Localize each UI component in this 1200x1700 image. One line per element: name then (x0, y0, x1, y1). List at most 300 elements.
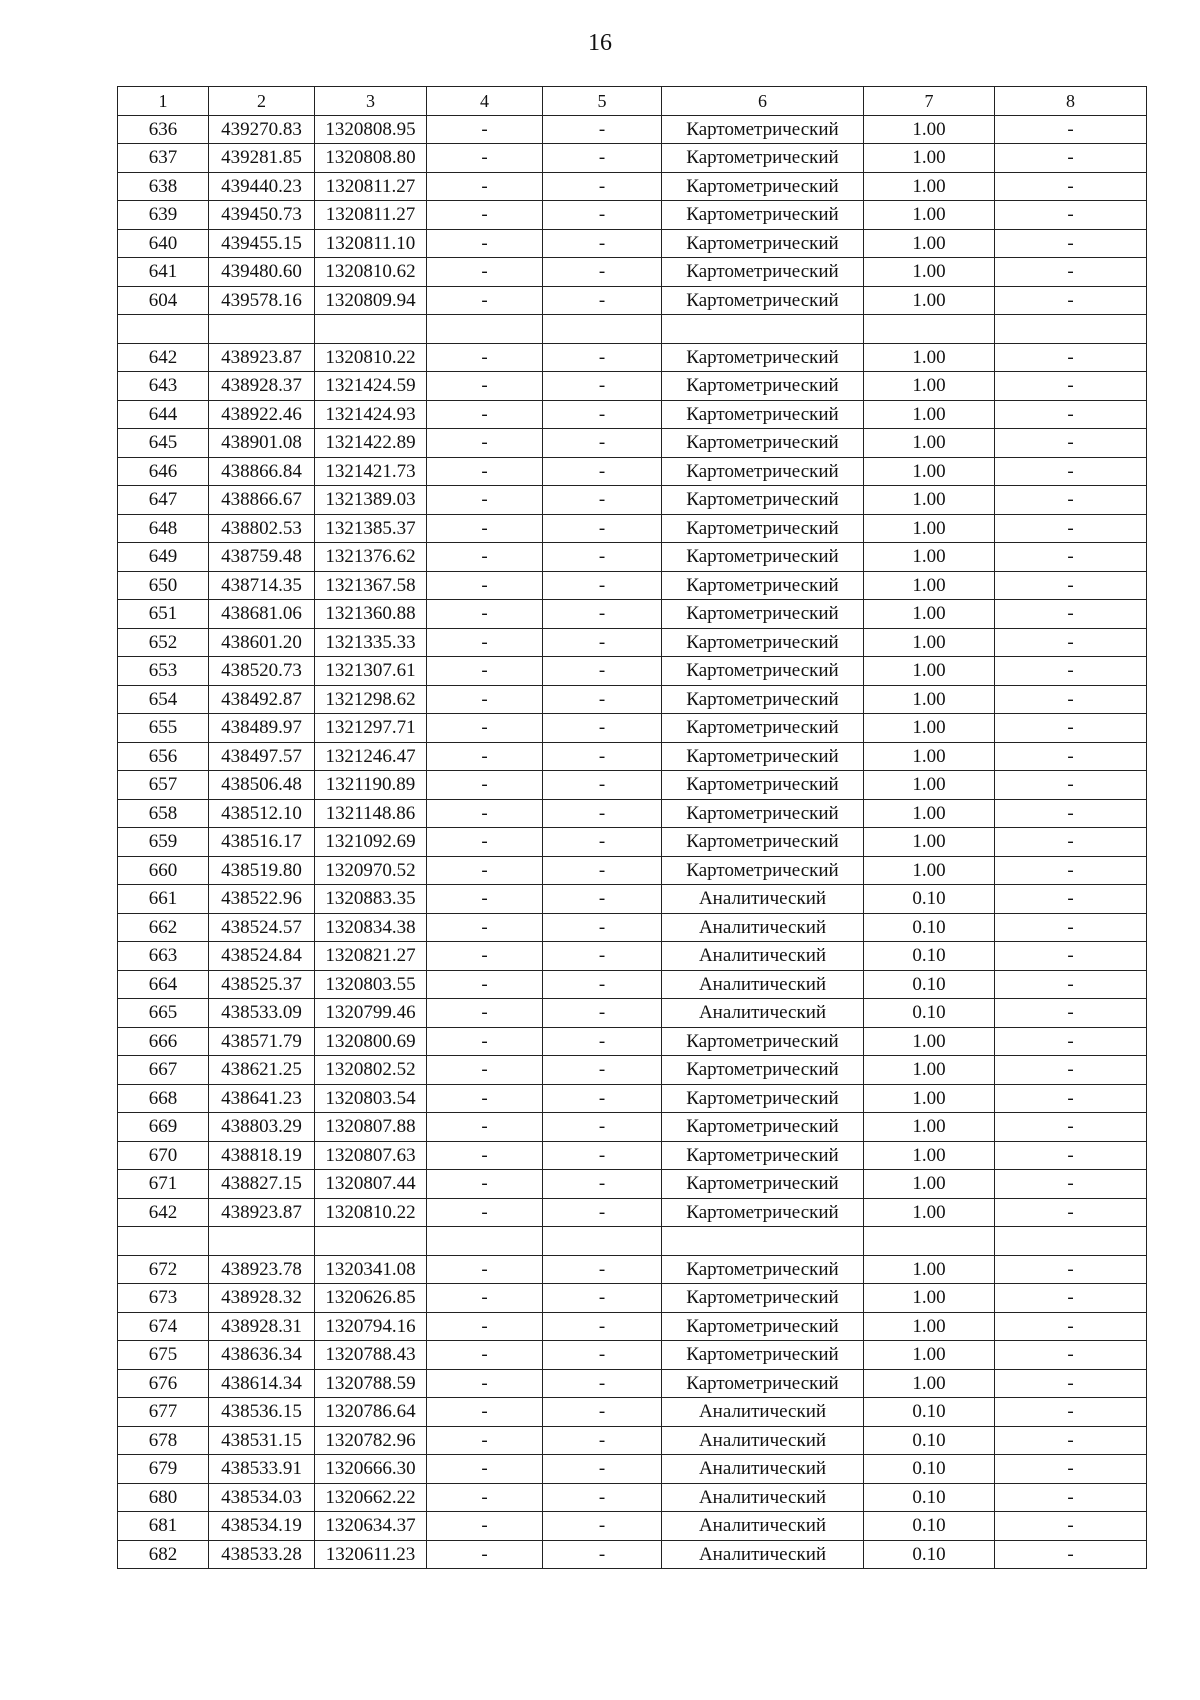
table-cell: - (427, 771, 543, 800)
table-cell: 1320799.46 (315, 999, 427, 1028)
table-cell: - (543, 1369, 662, 1398)
table-cell: Картометрический (662, 543, 864, 572)
table-cell: - (995, 1255, 1147, 1284)
table-cell: 1.00 (864, 1056, 995, 1085)
table-cell: - (995, 201, 1147, 230)
table-cell: 1321424.93 (315, 400, 427, 429)
table-cell: - (995, 828, 1147, 857)
table-cell: 1.00 (864, 685, 995, 714)
table-cell: Картометрический (662, 486, 864, 515)
table-cell: 1320810.22 (315, 1198, 427, 1227)
table-cell: - (543, 115, 662, 144)
table-cell: 439270.83 (209, 115, 315, 144)
table-cell: 439455.15 (209, 229, 315, 258)
table-cell: 1.00 (864, 286, 995, 315)
table-cell (209, 315, 315, 344)
table-cell: 645 (118, 429, 209, 458)
table-cell: - (543, 201, 662, 230)
table-cell: 438506.48 (209, 771, 315, 800)
table-cell: 1.00 (864, 201, 995, 230)
table-cell: - (543, 400, 662, 429)
table-cell: Картометрический (662, 1141, 864, 1170)
table-cell: 438533.28 (209, 1540, 315, 1569)
table-cell: Аналитический (662, 885, 864, 914)
table-cell: 1320810.22 (315, 343, 427, 372)
table-cell: 438533.09 (209, 999, 315, 1028)
table-cell: 439450.73 (209, 201, 315, 230)
table-cell: - (995, 172, 1147, 201)
table-cell: - (543, 742, 662, 771)
table-cell: Картометрический (662, 1027, 864, 1056)
table-cell: 663 (118, 942, 209, 971)
table-row (118, 999, 1147, 1028)
table-cell: 1.00 (864, 514, 995, 543)
table-cell: - (427, 828, 543, 857)
table-cell: - (995, 258, 1147, 287)
table-cell: 681 (118, 1512, 209, 1541)
table-cell: - (543, 1056, 662, 1085)
column-header: 3 (315, 87, 427, 116)
table-cell: 642 (118, 1198, 209, 1227)
table-cell: Аналитический (662, 1540, 864, 1569)
table-cell: - (995, 1540, 1147, 1569)
table-cell (995, 315, 1147, 344)
table-cell: - (427, 600, 543, 629)
table-cell: 659 (118, 828, 209, 857)
table-cell: - (543, 1341, 662, 1370)
table-row (118, 1483, 1147, 1512)
table-cell: - (427, 1398, 543, 1427)
table-cell: - (543, 172, 662, 201)
table-cell: - (995, 286, 1147, 315)
table-row (118, 457, 1147, 486)
table-cell: 1320800.69 (315, 1027, 427, 1056)
table-cell: 438534.19 (209, 1512, 315, 1541)
table-cell: - (427, 1084, 543, 1113)
table-cell: - (427, 1455, 543, 1484)
table-cell: 438601.20 (209, 628, 315, 657)
table-cell: 1321389.03 (315, 486, 427, 515)
table-cell: 1.00 (864, 486, 995, 515)
table-cell: - (427, 229, 543, 258)
table-cell: 1321421.73 (315, 457, 427, 486)
table-cell: - (995, 1141, 1147, 1170)
table-row (118, 201, 1147, 230)
table-cell: - (427, 144, 543, 173)
table-cell: 1.00 (864, 172, 995, 201)
table-row (118, 1170, 1147, 1199)
table-cell: - (427, 1284, 543, 1313)
table-cell: 1.00 (864, 771, 995, 800)
table-cell: 0.10 (864, 1540, 995, 1569)
table-cell: 1321297.71 (315, 714, 427, 743)
table-cell: 665 (118, 999, 209, 1028)
table-row (118, 1455, 1147, 1484)
table-cell: 438534.03 (209, 1483, 315, 1512)
table-cell: 1.00 (864, 1027, 995, 1056)
table-cell: 1320808.95 (315, 115, 427, 144)
table-cell: - (995, 1341, 1147, 1370)
table-cell: 1.00 (864, 1369, 995, 1398)
table-cell: - (427, 1426, 543, 1455)
table-cell: - (427, 1170, 543, 1199)
table-cell: 1320788.59 (315, 1369, 427, 1398)
table-cell: - (427, 571, 543, 600)
table-cell: 439578.16 (209, 286, 315, 315)
table-cell: - (543, 1255, 662, 1284)
table-cell: 675 (118, 1341, 209, 1370)
table-cell: 657 (118, 771, 209, 800)
table-cell: Картометрический (662, 1341, 864, 1370)
table-cell: 653 (118, 657, 209, 686)
table-cell: - (543, 372, 662, 401)
table-cell: - (995, 742, 1147, 771)
table-cell: 1321246.47 (315, 742, 427, 771)
column-header: 6 (662, 87, 864, 116)
table-cell: 1320794.16 (315, 1312, 427, 1341)
table-cell: - (427, 685, 543, 714)
table-cell: 1.00 (864, 828, 995, 857)
table-cell: 1320821.27 (315, 942, 427, 971)
table-cell: - (427, 115, 543, 144)
table-cell: 438571.79 (209, 1027, 315, 1056)
table-cell: - (543, 1455, 662, 1484)
column-header: 7 (864, 87, 995, 116)
table-cell: 1.00 (864, 543, 995, 572)
table-cell: 658 (118, 799, 209, 828)
table-row (118, 286, 1147, 315)
table-cell: Аналитический (662, 1483, 864, 1512)
table-cell: 1.00 (864, 1284, 995, 1313)
table-cell: 1.00 (864, 144, 995, 173)
table-cell: 438492.87 (209, 685, 315, 714)
table-cell: - (427, 286, 543, 315)
table-cell: - (427, 201, 543, 230)
table-cell: - (543, 799, 662, 828)
table-cell: - (995, 1369, 1147, 1398)
table-cell: - (543, 571, 662, 600)
table-cell: 642 (118, 343, 209, 372)
table-cell: - (995, 1455, 1147, 1484)
table-row (118, 486, 1147, 515)
table-cell: 1.00 (864, 856, 995, 885)
table-cell: 438614.34 (209, 1369, 315, 1398)
table-row (118, 1056, 1147, 1085)
table-cell: - (427, 1198, 543, 1227)
table-cell: 655 (118, 714, 209, 743)
table-cell (662, 315, 864, 344)
table-cell: Аналитический (662, 913, 864, 942)
table-cell: 1.00 (864, 628, 995, 657)
table-cell: - (995, 1027, 1147, 1056)
table-cell: 1320811.27 (315, 172, 427, 201)
table-cell: 1.00 (864, 657, 995, 686)
table-cell: Аналитический (662, 942, 864, 971)
table-cell: Картометрический (662, 514, 864, 543)
table-cell: 1320662.22 (315, 1483, 427, 1512)
table-cell: 1320810.62 (315, 258, 427, 287)
table-cell: - (427, 885, 543, 914)
table-cell: 438759.48 (209, 543, 315, 572)
table-cell: - (995, 657, 1147, 686)
table-cell: - (543, 1540, 662, 1569)
table-cell: 438803.29 (209, 1113, 315, 1142)
table-cell: - (543, 144, 662, 173)
table-cell: 647 (118, 486, 209, 515)
table-cell: - (543, 1398, 662, 1427)
table-cell: - (543, 1027, 662, 1056)
table-cell: Картометрический (662, 828, 864, 857)
table-cell: Картометрический (662, 286, 864, 315)
table-cell: 0.10 (864, 1398, 995, 1427)
table-row (118, 144, 1147, 173)
table-cell: - (995, 229, 1147, 258)
table-cell: - (995, 514, 1147, 543)
table-row (118, 400, 1147, 429)
table-cell: 438641.23 (209, 1084, 315, 1113)
table-row (118, 115, 1147, 144)
table-cell: - (543, 970, 662, 999)
table-cell: 0.10 (864, 1512, 995, 1541)
table-cell: - (543, 1141, 662, 1170)
table-cell: 1.00 (864, 1312, 995, 1341)
table-cell (315, 1227, 427, 1256)
table-cell: Картометрический (662, 1255, 864, 1284)
table-cell: Аналитический (662, 1398, 864, 1427)
column-header: 8 (995, 87, 1147, 116)
table-cell: - (995, 1113, 1147, 1142)
table-row (118, 628, 1147, 657)
table-cell: - (995, 486, 1147, 515)
table-cell: - (543, 1170, 662, 1199)
table-cell: - (427, 913, 543, 942)
table-cell: - (995, 999, 1147, 1028)
table-cell: 1.00 (864, 115, 995, 144)
table-cell: Аналитический (662, 1512, 864, 1541)
table-cell (543, 1227, 662, 1256)
table-cell: Картометрический (662, 771, 864, 800)
table-cell: Картометрический (662, 1369, 864, 1398)
table-cell: 438536.15 (209, 1398, 315, 1427)
table-cell: Картометрический (662, 1113, 864, 1142)
table-cell: 670 (118, 1141, 209, 1170)
table-cell: 1321424.59 (315, 372, 427, 401)
table-cell: 638 (118, 172, 209, 201)
table-cell: 650 (118, 571, 209, 600)
table-cell: - (995, 1056, 1147, 1085)
table-cell: 1.00 (864, 429, 995, 458)
table-cell: Картометрический (662, 657, 864, 686)
table-row (118, 1341, 1147, 1370)
table-cell: Аналитический (662, 970, 864, 999)
table-cell: - (543, 1483, 662, 1512)
table-cell: 1321148.86 (315, 799, 427, 828)
table-cell: 438497.57 (209, 742, 315, 771)
table-cell: 438519.80 (209, 856, 315, 885)
table-cell: 1321307.61 (315, 657, 427, 686)
table-cell: 0.10 (864, 942, 995, 971)
table-cell: - (995, 942, 1147, 971)
table-cell: 668 (118, 1084, 209, 1113)
table-cell: 438520.73 (209, 657, 315, 686)
table-row (118, 856, 1147, 885)
table-cell: 438923.87 (209, 1198, 315, 1227)
table-cell: - (995, 1398, 1147, 1427)
table-cell: 1320341.08 (315, 1255, 427, 1284)
table-cell: - (543, 514, 662, 543)
table-row (118, 1512, 1147, 1541)
table-cell: - (427, 714, 543, 743)
table-cell: - (427, 1512, 543, 1541)
table-cell: Картометрический (662, 1084, 864, 1113)
table-row (118, 885, 1147, 914)
table-cell: - (543, 942, 662, 971)
table-cell: Картометрический (662, 343, 864, 372)
table-cell: 1320834.38 (315, 913, 427, 942)
table-cell: 438922.46 (209, 400, 315, 429)
table-cell: 1321376.62 (315, 543, 427, 572)
table-cell: - (427, 1540, 543, 1569)
table-cell: Картометрический (662, 229, 864, 258)
table-row (118, 1284, 1147, 1313)
table-cell: 438522.96 (209, 885, 315, 914)
table-cell: 1.00 (864, 343, 995, 372)
table-cell: 438901.08 (209, 429, 315, 458)
table-cell: 439281.85 (209, 144, 315, 173)
table-cell: - (427, 1312, 543, 1341)
table-cell: 438489.97 (209, 714, 315, 743)
coordinates-table (117, 86, 1147, 1569)
table-cell: - (543, 229, 662, 258)
table-row (118, 229, 1147, 258)
table-cell: Картометрический (662, 600, 864, 629)
table-cell: 637 (118, 144, 209, 173)
table-cell: 674 (118, 1312, 209, 1341)
table-cell: - (543, 999, 662, 1028)
table-cell: 672 (118, 1255, 209, 1284)
table-cell: - (427, 1341, 543, 1370)
table-cell: 644 (118, 400, 209, 429)
column-header: 5 (543, 87, 662, 116)
table-cell: 438827.15 (209, 1170, 315, 1199)
table-cell: - (543, 856, 662, 885)
table-cell: 636 (118, 115, 209, 144)
table-cell: Картометрический (662, 1198, 864, 1227)
table-cell (209, 1227, 315, 1256)
table-cell: 1321298.62 (315, 685, 427, 714)
separator-row (118, 315, 1147, 344)
table-cell: - (543, 543, 662, 572)
table-cell (864, 1227, 995, 1256)
table-cell: 671 (118, 1170, 209, 1199)
column-header: 1 (118, 87, 209, 116)
table-cell: - (543, 457, 662, 486)
table-row (118, 828, 1147, 857)
table-cell: Картометрический (662, 628, 864, 657)
table-cell: - (427, 1369, 543, 1398)
table-cell: 1.00 (864, 600, 995, 629)
table-cell: 1320811.10 (315, 229, 427, 258)
table-cell: 438866.67 (209, 486, 315, 515)
table-cell: - (543, 1512, 662, 1541)
table-cell: 1320807.88 (315, 1113, 427, 1142)
table-cell: 678 (118, 1426, 209, 1455)
table-cell: 1320883.35 (315, 885, 427, 914)
table-cell: 640 (118, 229, 209, 258)
table-cell: - (995, 856, 1147, 885)
table-cell: 667 (118, 1056, 209, 1085)
table-cell: - (427, 457, 543, 486)
table-cell: 666 (118, 1027, 209, 1056)
table-cell: - (995, 970, 1147, 999)
table-cell: 1320811.27 (315, 201, 427, 230)
table-cell: - (543, 1312, 662, 1341)
table-cell: Картометрический (662, 400, 864, 429)
table-cell: - (427, 657, 543, 686)
page-number: 16 (588, 30, 612, 56)
table-cell: 1320807.44 (315, 1170, 427, 1199)
table-cell: 1.00 (864, 799, 995, 828)
table-cell: - (995, 144, 1147, 173)
table-cell: - (995, 1084, 1147, 1113)
table-cell: 673 (118, 1284, 209, 1313)
table-cell: Картометрический (662, 457, 864, 486)
table-cell: - (995, 885, 1147, 914)
table-cell (864, 315, 995, 344)
table-cell: - (427, 400, 543, 429)
table-cell: 1321360.88 (315, 600, 427, 629)
table-cell: Картометрический (662, 201, 864, 230)
table-cell: 1.00 (864, 1198, 995, 1227)
table-cell: - (427, 1027, 543, 1056)
table-row (118, 258, 1147, 287)
table-cell: - (543, 685, 662, 714)
table-cell: 1320782.96 (315, 1426, 427, 1455)
table-cell: - (543, 628, 662, 657)
table-cell (118, 315, 209, 344)
table-row (118, 799, 1147, 828)
table-cell: 438681.06 (209, 600, 315, 629)
table-cell: Аналитический (662, 1455, 864, 1484)
table-cell: 1.00 (864, 1113, 995, 1142)
table-cell: 1.00 (864, 1170, 995, 1199)
table-cell: - (995, 429, 1147, 458)
table-cell: 0.10 (864, 999, 995, 1028)
table-cell: - (543, 1113, 662, 1142)
table-cell: 639 (118, 201, 209, 230)
table-row (118, 771, 1147, 800)
table-cell: 438516.17 (209, 828, 315, 857)
table-cell: Картометрический (662, 1284, 864, 1313)
table-cell: - (995, 543, 1147, 572)
table-cell: 1.00 (864, 400, 995, 429)
table-cell: 1.00 (864, 229, 995, 258)
table-cell: 654 (118, 685, 209, 714)
table-cell: 0.10 (864, 1455, 995, 1484)
table-cell (662, 1227, 864, 1256)
table-cell: 438714.35 (209, 571, 315, 600)
table-cell: 669 (118, 1113, 209, 1142)
table-cell: - (543, 486, 662, 515)
table-cell: 676 (118, 1369, 209, 1398)
table-cell: 438923.87 (209, 343, 315, 372)
table-cell: - (543, 1084, 662, 1113)
table-cell: - (543, 343, 662, 372)
table-cell: - (995, 628, 1147, 657)
table-cell: 438802.53 (209, 514, 315, 543)
table-cell (427, 315, 543, 344)
table-cell: 1.00 (864, 372, 995, 401)
